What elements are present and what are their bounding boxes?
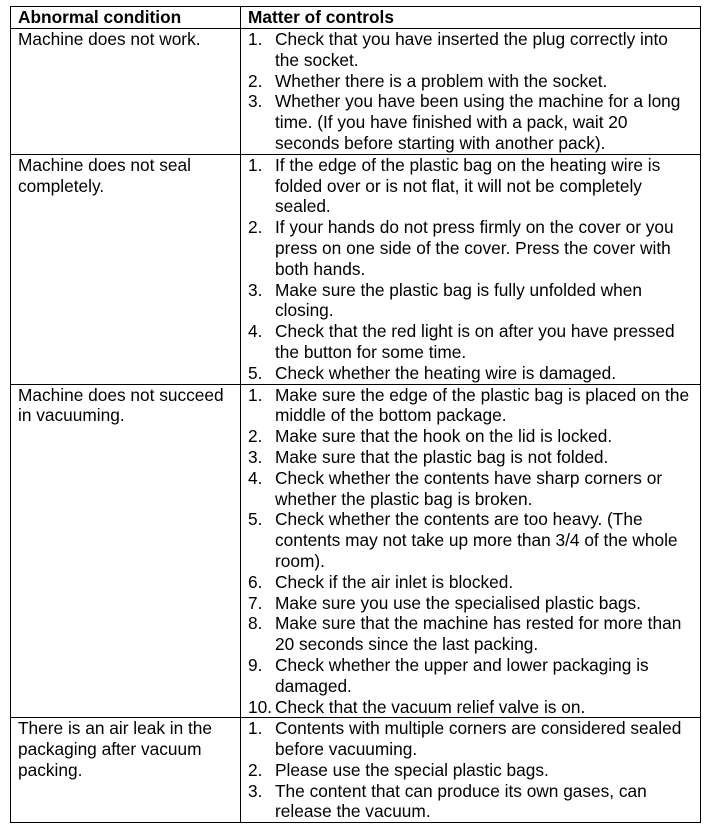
control-item-text: Check whether the contents are too heavy. (The contents may not take up more than 3/4 of the whole room). (275, 509, 678, 571)
controls-list (248, 385, 696, 718)
table-row (11, 384, 701, 718)
control-item-text: Check whether the contents have sharp corners or whether the plastic bag is broken. (275, 467, 663, 509)
control-item-number: 2. (248, 759, 263, 780)
condition-cell: Machine does not seal completely. (11, 154, 241, 384)
control-item (248, 155, 696, 217)
control-item-text: Make sure the edge of the plastic bag is placed on the middle of the bottom package. (275, 384, 690, 426)
control-item-number: 2. (248, 70, 263, 91)
table-row (11, 29, 701, 155)
header-abnormal-condition: Abnormal condition (11, 7, 241, 29)
control-item-text: Check if the air inlet is blocked. (275, 571, 514, 592)
control-item (248, 468, 696, 510)
table-body (11, 29, 701, 823)
control-item-number: 4. (248, 321, 263, 342)
control-item (248, 697, 696, 718)
control-item (248, 509, 696, 571)
control-item-text: Check whether the upper and lower packaging is damaged. (275, 654, 649, 696)
control-item-text: Make sure that the hook on the lid is locked. (275, 426, 613, 447)
table-row (11, 154, 701, 384)
control-item (248, 217, 696, 279)
controls-cell (241, 384, 701, 718)
control-item-number: 1. (248, 384, 263, 405)
control-item-number: 9. (248, 654, 263, 675)
controls-cell (241, 718, 701, 823)
header-row (11, 7, 701, 29)
control-item-number: 6. (248, 571, 263, 592)
control-item-number: 3. (248, 446, 263, 467)
control-item-text: Make sure that the plastic bag is not folded. (275, 446, 609, 467)
control-item-number: 5. (248, 362, 263, 383)
control-item (248, 613, 696, 655)
control-item-number: 4. (248, 467, 263, 488)
control-item (248, 385, 696, 427)
controls-list (248, 29, 696, 154)
control-item-text: If your hands do not press firmly on the cover or you press on one side of the cover. Press the cover with both hands. (275, 217, 674, 279)
condition-cell: Machine does not work. (11, 29, 241, 155)
control-item-text: Make sure the plastic bag is fully unfolded when closing. (275, 279, 642, 321)
condition-cell: There is an air leak in the packaging after vacuum packing. (11, 718, 241, 823)
control-item (248, 572, 696, 593)
control-item-text: Contents with multiple corners are considered sealed before vacuuming. (275, 718, 682, 760)
control-item-text: Make sure that the machine has rested for more than 20 seconds since the last packing. (275, 613, 682, 655)
control-item-number: 8. (248, 613, 263, 634)
control-item-number: 3. (248, 91, 263, 112)
control-item-number: 1. (248, 718, 263, 739)
control-item (248, 426, 696, 447)
control-item (248, 321, 696, 363)
control-item (248, 29, 696, 71)
control-item (248, 718, 696, 760)
control-item (248, 91, 696, 153)
controls-cell (241, 29, 701, 155)
controls-list (248, 155, 696, 384)
control-item-number: 2. (248, 426, 263, 447)
control-item (248, 781, 696, 823)
control-item-text: Please use the special plastic bags. (275, 759, 549, 780)
header-matter-of-controls: Matter of controls (241, 7, 701, 29)
control-item-number: 1. (248, 154, 263, 175)
control-item-text: Make sure you use the specialised plastic bags. (275, 592, 641, 613)
control-item-number: 5. (248, 509, 263, 530)
controls-list (248, 718, 696, 822)
control-item-text: Whether you have been using the machine for a long time. (If you have finished with a pack, wait 20 seconds before starting with another pack). (275, 91, 681, 153)
control-item-text: Check whether the heating wire is damaged. (275, 362, 617, 383)
control-item-text: The content that can produce its own gases, can release the vacuum. (275, 780, 647, 822)
control-item (248, 71, 696, 92)
control-item-text: Check that the vacuum relief valve is on. (275, 696, 586, 717)
control-item (248, 655, 696, 697)
control-item (248, 280, 696, 322)
control-item-number: 3. (248, 780, 263, 801)
control-item-number: 7. (248, 592, 263, 613)
control-item-number: 1. (248, 29, 263, 49)
control-item-text: Check that you have inserted the plug correctly into the socket. (275, 29, 668, 70)
control-item (248, 593, 696, 614)
control-item-number: 2. (248, 217, 263, 238)
control-item-text: Check that the red light is on after you have pressed the button for some time. (275, 321, 675, 362)
troubleshooting-table (10, 6, 701, 823)
control-item (248, 447, 696, 468)
control-item-number: 10. (248, 696, 273, 717)
control-item (248, 760, 696, 781)
controls-cell (241, 154, 701, 384)
control-item-number: 3. (248, 279, 263, 300)
control-item-text: Whether there is a problem with the socket. (275, 70, 608, 91)
table-row (11, 718, 701, 823)
control-item-text: If the edge of the plastic bag on the heating wire is folded over or is not flat, it will not be completely sealed. (275, 154, 661, 217)
control-item (248, 363, 696, 384)
condition-cell: Machine does not succeed in vacuuming. (11, 384, 241, 718)
